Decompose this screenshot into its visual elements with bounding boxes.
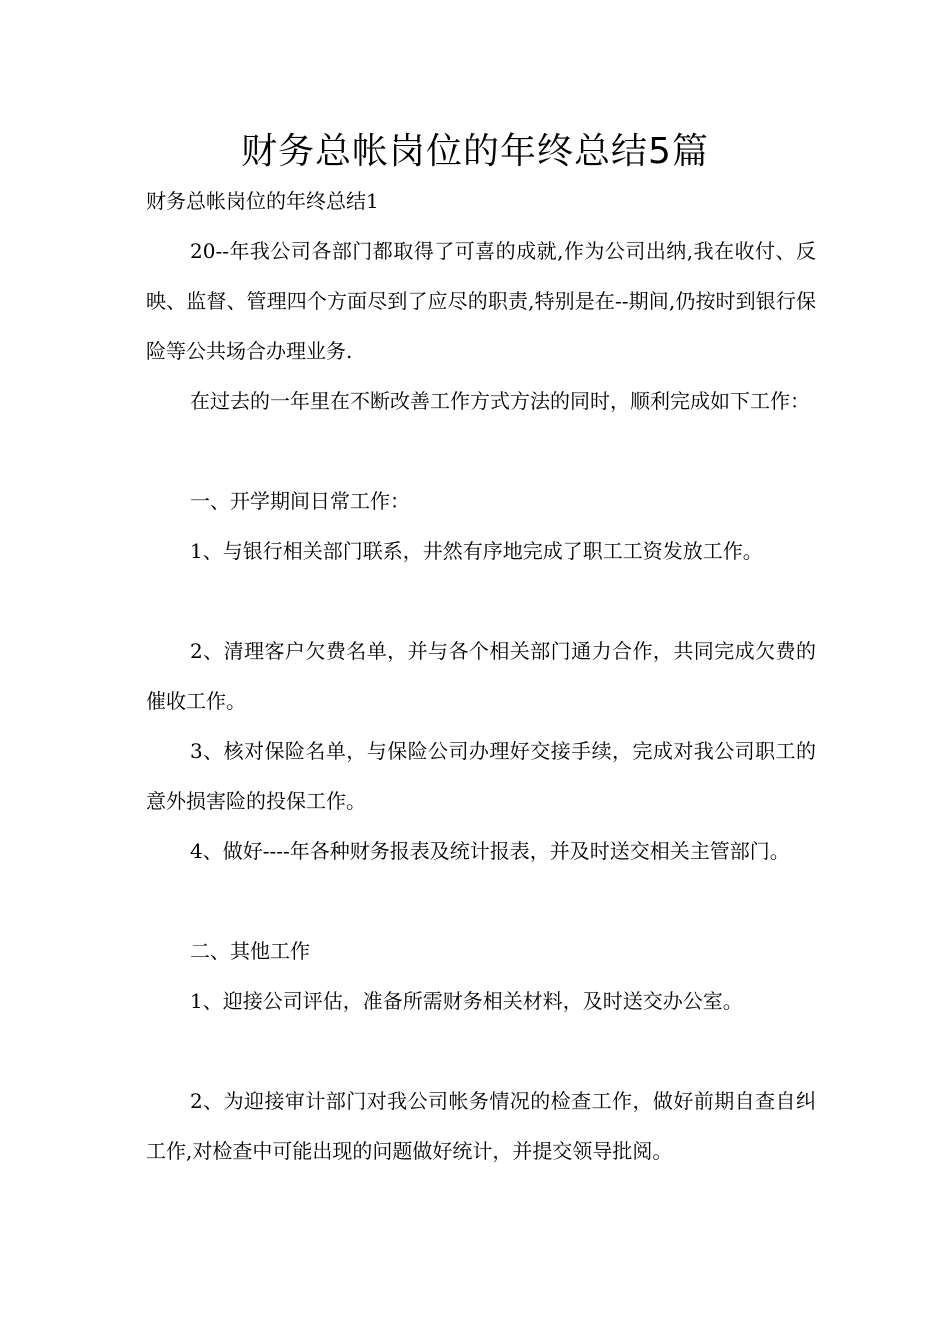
section-daily-work-heading: 一、开学期间日常工作：	[190, 489, 410, 513]
section-heading: 财务总帐岗位的年终总结1	[146, 189, 379, 213]
paragraph-work-summary: 在过去的一年里在不断改善工作方式方法的同时，顺利完成如下工作：	[190, 389, 810, 413]
paragraph-intro: 20--年我公司各部门都取得了可喜的成就,作为公司出纳,我在收付、反映、监督、管理四个方面尽到了应尽的职责,特别是在--期间,仍按时到银行保险等公共场合办理业务.	[146, 239, 816, 363]
list-item-salary: 1、与银行相关部门联系，井然有序地完成了职工工资发放工作。	[190, 539, 763, 563]
list-item-arrears: 2、清理客户欠费名单，并与各个相关部门通力合作，共同完成欠费的催收工作。	[146, 639, 816, 713]
list-item-insurance: 3、核对保险名单，与保险公司办理好交接手续，完成对我公司职工的意外损害险的投保工作。	[146, 739, 816, 813]
list-item-evaluation: 1、迎接公司评估，准备所需财务相关材料，及时送交办公室。	[190, 989, 743, 1013]
list-item-reports: 4、做好----年各种财务报表及统计报表，并及时送交相关主管部门。	[190, 839, 790, 863]
list-item-audit: 2、为迎接审计部门对我公司帐务情况的检查工作，做好前期自查自纠工作,对检查中可能出现的问题做好统计，并提交领导批阅。	[146, 1089, 816, 1163]
section-other-work-heading: 二、其他工作	[190, 939, 310, 963]
document-title: 财务总帐岗位的年终总结5篇	[241, 131, 709, 172]
